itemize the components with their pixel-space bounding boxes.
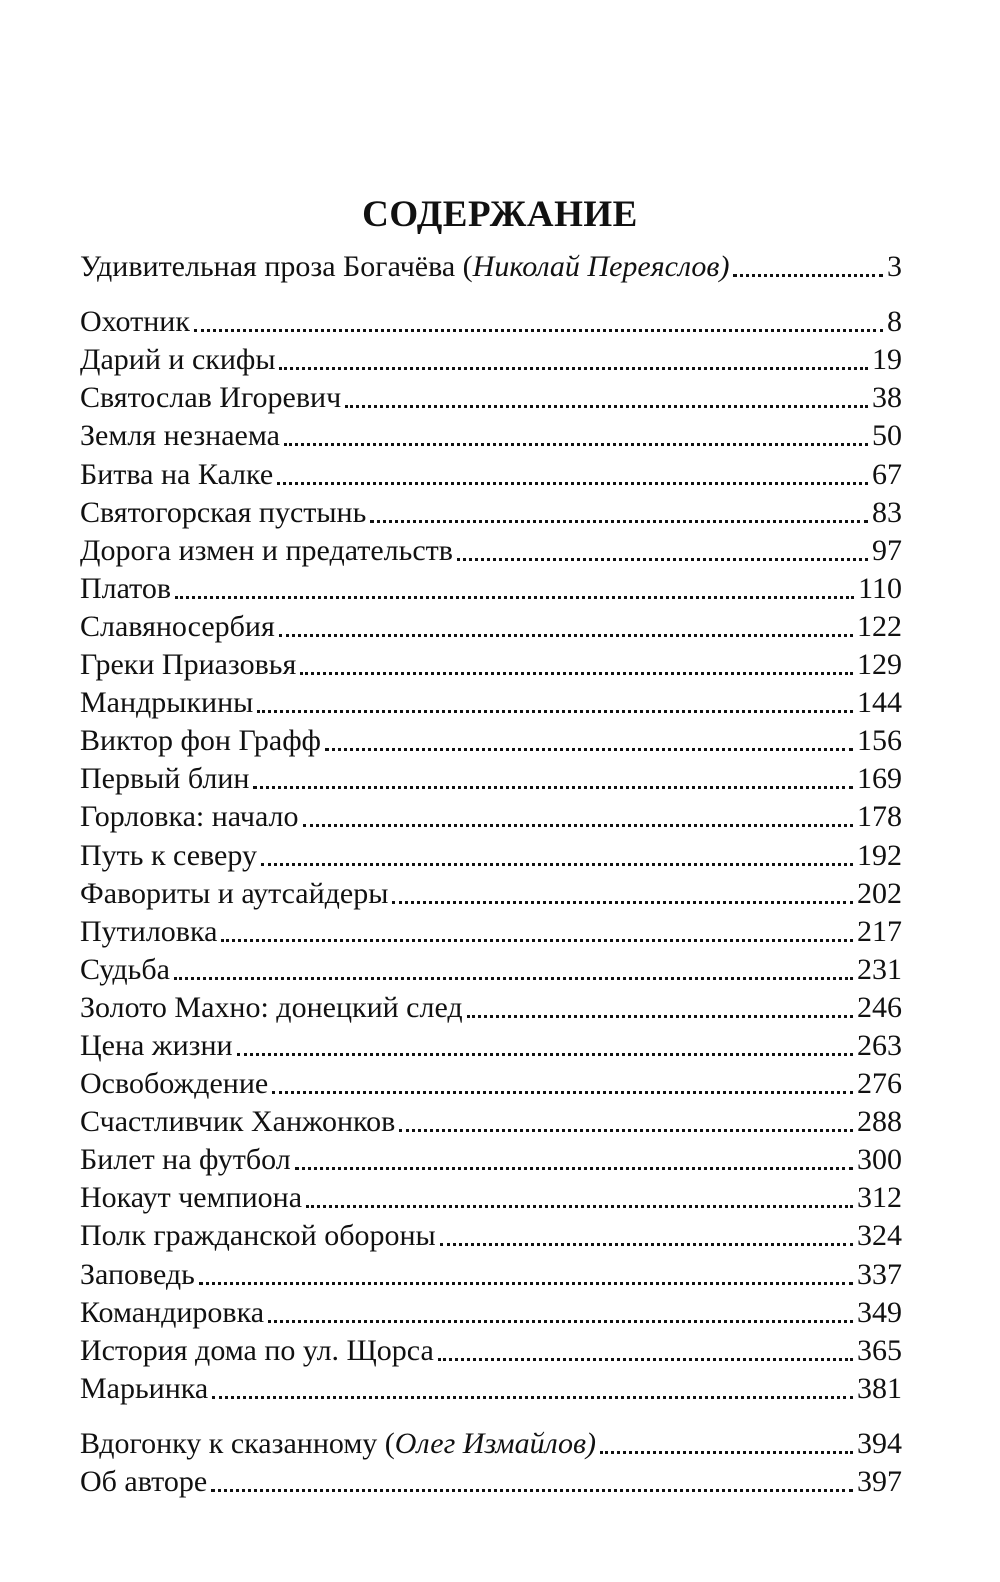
dot-leader (457, 558, 868, 561)
toc-page-number: 156 (857, 724, 902, 758)
toc-page-number: 337 (857, 1257, 902, 1291)
dot-leader (212, 1396, 853, 1399)
toc-entry-row (80, 1141, 902, 1179)
dot-leader (440, 1243, 853, 1246)
toc-page-number: 169 (857, 762, 902, 796)
dot-leader (272, 1091, 853, 1094)
toc-page-number: 67 (872, 457, 902, 491)
toc-entry-row (80, 608, 902, 646)
toc-entry-title: Дорога измен и предательств (80, 533, 453, 567)
toc-entry-row (80, 836, 902, 874)
toc-entries-list (80, 303, 902, 1408)
dot-leader (253, 786, 853, 789)
toc-entry-title (80, 248, 729, 286)
dot-leader (257, 710, 853, 713)
toc-entry-title: Счастливчик Ханжонков (80, 1105, 396, 1139)
dot-leader (733, 274, 883, 277)
dot-leader (221, 939, 853, 942)
toc-entry-row (80, 646, 902, 684)
toc-page-number: 97 (872, 533, 902, 567)
toc-page-number: 38 (872, 381, 902, 415)
dot-leader (237, 1053, 853, 1056)
toc-page-number: 246 (857, 990, 902, 1024)
dot-leader (199, 1282, 853, 1285)
toc-entry-title: Греки Приазовья (80, 648, 297, 682)
toc-page-number: 3 (887, 250, 902, 284)
toc-entry-title: Платов (80, 571, 172, 605)
toc-page-number: 8 (887, 305, 902, 339)
toc-entry-row (80, 1065, 902, 1103)
toc-entry-title: Дарий и скифы (80, 343, 276, 377)
dot-leader (303, 824, 853, 827)
toc-page-number: 19 (872, 343, 902, 377)
toc-entry-row (80, 1103, 902, 1141)
toc-entry-author: Олег Измайлов) (394, 1426, 597, 1460)
dot-leader (392, 901, 853, 904)
toc-entry-row (80, 1255, 902, 1293)
toc-entry-title: Заповедь (80, 1257, 195, 1291)
toc-page-number: 83 (872, 495, 902, 529)
table-of-contents (80, 248, 902, 1501)
toc-entry-row (80, 303, 902, 341)
dot-leader (438, 1358, 853, 1361)
toc-page-number: 312 (857, 1181, 902, 1215)
toc-entry-row (80, 1332, 902, 1370)
toc-entry-title: Мандрыкины (80, 686, 254, 720)
toc-entry-title: Охотник (80, 305, 190, 339)
toc-entry-title: Путиловка (80, 914, 218, 948)
toc-page-number: 144 (857, 686, 902, 720)
toc-entry-row (80, 494, 902, 532)
toc-entry-title-prefix: Вдогонку к сказанному ( (80, 1426, 395, 1460)
toc-entry-title: Об авторе (80, 1465, 208, 1498)
toc-entry-title: Фавориты и аутсайдеры (80, 876, 389, 910)
dot-leader (174, 977, 853, 980)
toc-entry-title: Золото Махно: донецкий след (80, 990, 463, 1024)
toc-entry-title: Цена жизни (80, 1028, 233, 1062)
toc-entry-title: Первый блин (80, 762, 250, 796)
toc-entry-row (80, 455, 902, 493)
toc-entry-title: Горловка: начало (80, 800, 299, 834)
toc-entry-title: Путь к северу (80, 838, 257, 872)
toc-entry-row (80, 341, 902, 379)
toc-page-number: 178 (857, 800, 902, 834)
toc-entry-title: Билет на футбол (80, 1143, 291, 1177)
dot-leader (284, 443, 868, 446)
toc-entry-row (80, 798, 902, 836)
toc-entry-title: Полк гражданской обороны (80, 1219, 436, 1253)
toc-entry-row (80, 722, 902, 760)
page-title: СОДЕРЖАНИЕ (362, 194, 638, 235)
toc-entry-row (80, 379, 902, 417)
dot-leader (279, 634, 853, 637)
dot-leader (325, 748, 853, 751)
toc-entry-title (80, 1425, 596, 1463)
dot-leader (399, 1129, 853, 1132)
dot-leader (306, 1205, 853, 1208)
toc-page-number: 217 (857, 914, 902, 948)
toc-entry-title: Марьинка (80, 1371, 209, 1405)
toc-entry-row (80, 1370, 902, 1408)
dot-leader (370, 520, 868, 523)
toc-page-number: 288 (857, 1105, 902, 1139)
toc-page-number: 381 (857, 1371, 902, 1405)
toc-entry-row (80, 1027, 902, 1065)
toc-entry-title: Освобождение (80, 1067, 269, 1101)
dot-leader (600, 1451, 853, 1454)
toc-entry-row (80, 417, 902, 455)
toc-entry-title: Виктор фон Графф (80, 724, 321, 758)
toc-page-number: 50 (872, 419, 902, 453)
toc-entry-title: Нокаут чемпиона (80, 1181, 303, 1215)
toc-page-number: 110 (858, 571, 902, 605)
toc-entry-author: Николай Переяслов) (472, 250, 730, 284)
toc-entry-row (80, 875, 902, 913)
toc-entry-row (80, 760, 902, 798)
toc-entry-row (80, 1179, 902, 1217)
toc-about-row (80, 1463, 902, 1501)
toc-page-number: 349 (857, 1295, 902, 1329)
toc-intro-row (80, 248, 902, 286)
toc-page-number: 300 (857, 1143, 902, 1177)
toc-page-number: 397 (857, 1465, 902, 1498)
toc-entry-title: Судьба (80, 952, 170, 986)
dot-leader (175, 596, 854, 599)
toc-page-number: 365 (857, 1333, 902, 1367)
toc-entry-title: Святогорская пустынь (80, 495, 367, 529)
toc-entry-title: Земля незнаема (80, 419, 280, 453)
toc-entry-title: Битва на Калке (80, 457, 274, 491)
toc-entry-title: Святослав Игоревич (80, 381, 342, 415)
toc-entry-title-prefix: Удивительная проза Богачёва ( (80, 250, 473, 284)
dot-leader (211, 1489, 853, 1492)
toc-afterword-row (80, 1425, 902, 1463)
toc-entry-row (80, 989, 902, 1027)
toc-entry-title: История дома по ул. Щорса (80, 1333, 434, 1367)
dot-leader (279, 367, 868, 370)
toc-entry-title: Командировка (80, 1295, 265, 1329)
toc-entry-row (80, 570, 902, 608)
toc-page-number: 394 (857, 1426, 902, 1460)
dot-leader (300, 672, 853, 675)
toc-entry-row (80, 1217, 902, 1255)
toc-page-number: 192 (857, 838, 902, 872)
toc-entry-row (80, 684, 902, 722)
toc-page-number: 129 (857, 648, 902, 682)
toc-page-number: 122 (857, 609, 902, 643)
dot-leader (194, 329, 883, 332)
toc-entry-row (80, 532, 902, 570)
dot-leader (277, 482, 868, 485)
dot-leader (268, 1320, 853, 1323)
toc-page-number: 324 (857, 1219, 902, 1253)
toc-entry-row (80, 951, 902, 989)
dot-leader (345, 405, 868, 408)
toc-page-number: 231 (857, 952, 902, 986)
toc-entry-row (80, 1294, 902, 1332)
toc-page-number: 202 (857, 876, 902, 910)
dot-leader (261, 863, 853, 866)
toc-page-number: 276 (857, 1067, 902, 1101)
toc-page-number: 263 (857, 1028, 902, 1062)
toc-entry-row (80, 913, 902, 951)
dot-leader (295, 1167, 853, 1170)
toc-entry-title: Славяносербия (80, 609, 275, 643)
dot-leader (467, 1015, 853, 1018)
